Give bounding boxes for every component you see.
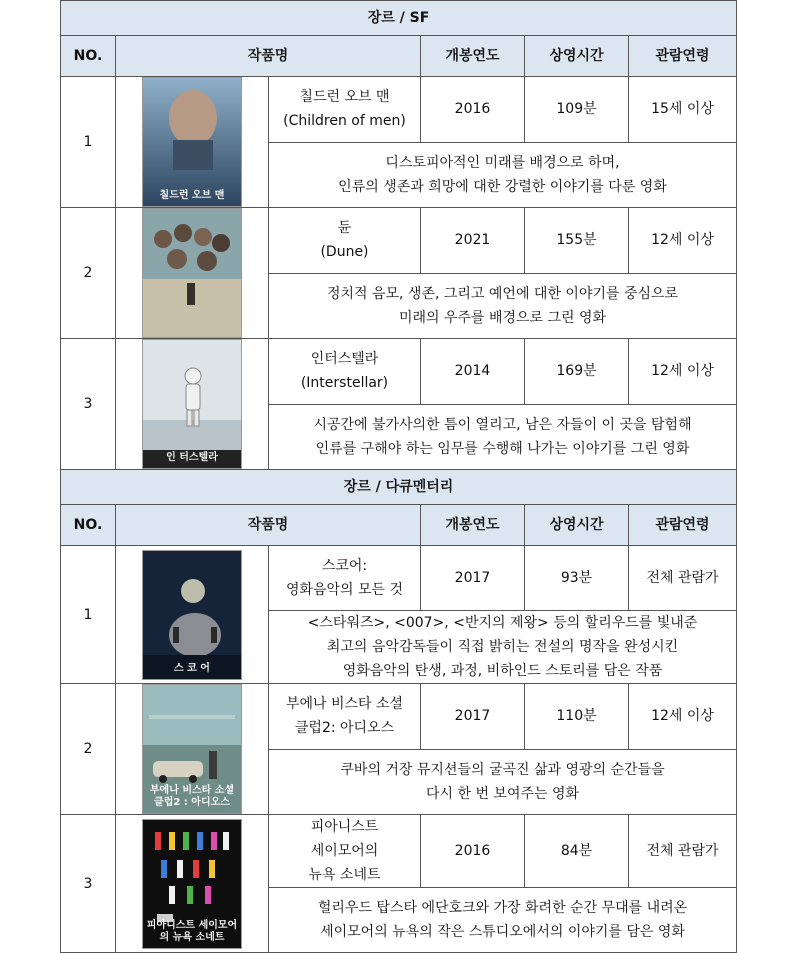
col-header-title: 작품명: [116, 36, 421, 77]
film-title-line: (Children of men): [283, 113, 406, 130]
film-description-line: <스타워즈>, <007>, <반지의 제왕> 등의 할리우드를 빛내준: [307, 615, 698, 631]
film-age-rating: 전체 관람가: [629, 815, 737, 888]
col-header-no: NO.: [61, 505, 116, 546]
genre-title: 장르 / SF: [61, 1, 737, 36]
film-title-line: (Interstellar): [300, 375, 389, 392]
poster-caption: 스 코 어: [174, 662, 210, 674]
genre-title: 장르 / 다큐멘터리: [61, 470, 737, 505]
film-poster-cell: [116, 684, 269, 815]
film-title-line: 뉴욕 소네트: [308, 867, 381, 883]
col-header-runtime: 상영시간: [525, 36, 629, 77]
film-row: [61, 77, 737, 143]
film-title-line: 클럽2: 아디오스: [294, 720, 395, 737]
film-title-line: (Dune): [320, 244, 369, 261]
film-age-rating: 12세 이상: [629, 339, 737, 405]
film-title: [269, 77, 421, 143]
film-title-line: 세이모어의: [310, 843, 379, 859]
film-row: [61, 684, 737, 750]
film-title-line: 영화음악의 모든 것: [285, 582, 404, 598]
film-title-line: 인터스텔라: [310, 351, 379, 368]
film-number: 1: [61, 77, 116, 208]
film-title-line: 칠드런 오브 맨: [299, 89, 390, 106]
film-age-rating: 15세 이상: [629, 77, 737, 143]
col-header-year: 개봉연도: [421, 36, 525, 77]
genre-header-row: [61, 1, 737, 36]
film-poster-cell: [116, 339, 269, 470]
film-title-line: 스코어:: [321, 558, 368, 574]
film-description-line: 인류를 구해야 하는 임무를 수행해 나가는 이야기를 그린 영화: [315, 440, 690, 457]
film-description-line: 다시 한 번 보여주는 영화: [425, 785, 580, 802]
film-poster-cell: [116, 208, 269, 339]
film-title: [269, 208, 421, 274]
film-title-line: 부에나 비스타 소셜: [285, 696, 404, 713]
film-year: 2016: [421, 815, 525, 888]
poster-caption: 부에나 비스타 소셜 클럽2 : 아디오스: [149, 785, 235, 808]
col-header-runtime: 상영시간: [525, 505, 629, 546]
film-runtime: 109분: [525, 77, 629, 143]
film-description-line: 디스토피아적인 미래를 배경으로 하며,: [385, 154, 620, 171]
film-description: [269, 142, 737, 208]
poster-buena-vista-icon: [142, 684, 242, 814]
film-title-line: 피아니스트: [310, 819, 379, 835]
film-age-rating: 12세 이상: [629, 684, 737, 750]
film-number: 3: [61, 815, 116, 953]
film-description-line: 정치적 음모, 생존, 그리고 예언에 대한 이야기를 중심으로: [326, 285, 679, 302]
film-runtime: 169분: [525, 339, 629, 405]
column-header-row: [61, 36, 737, 77]
film-description: [269, 273, 737, 339]
film-poster-cell: [116, 546, 269, 684]
col-header-no: NO.: [61, 36, 116, 77]
film-description-line: 시공간에 불가사의한 틈이 열리고, 남은 자들이 이 곳을 탐험해: [313, 416, 692, 433]
film-runtime: 110분: [525, 684, 629, 750]
poster-interstellar-icon: [142, 339, 242, 469]
film-table-body: [61, 1, 737, 953]
film-row: [61, 815, 737, 888]
poster-caption: 피아니스트 세이모어의 뉴욕 소네트: [146, 919, 238, 943]
film-year: 2017: [421, 684, 525, 750]
film-table: [60, 0, 737, 953]
film-description: [269, 749, 737, 815]
genre-header-row: [61, 470, 737, 505]
poster-dune-icon: [142, 208, 242, 338]
poster-children-of-men-icon: [142, 77, 242, 207]
film-title: [269, 546, 421, 611]
film-row: [61, 546, 737, 611]
film-title: [269, 815, 421, 888]
film-runtime: 93분: [525, 546, 629, 611]
film-number: 2: [61, 684, 116, 815]
film-description: [269, 611, 737, 684]
column-header-row: [61, 505, 737, 546]
col-header-age: 관람연령: [629, 505, 737, 546]
film-description-line: 쿠바의 거장 뮤지션들의 굴곡진 삶과 영광의 순간들을: [340, 761, 665, 778]
film-title: [269, 339, 421, 405]
film-row: [61, 339, 737, 405]
film-number: 2: [61, 208, 116, 339]
col-header-age: 관람연령: [629, 36, 737, 77]
film-row: [61, 208, 737, 274]
film-year: 2016: [421, 77, 525, 143]
film-age-rating: 12세 이상: [629, 208, 737, 274]
film-description-line: 미래의 우주를 배경으로 그린 영화: [398, 309, 607, 326]
poster-caption: 인 터스텔라: [166, 452, 218, 463]
col-header-title: 작품명: [116, 505, 421, 546]
film-poster-cell: [116, 77, 269, 208]
film-description-line: 인류의 생존과 희망에 대한 강렬한 이야기를 다룬 영화: [338, 178, 667, 195]
film-description-line: 최고의 음악감독들이 직접 밝히는 전설의 명작을 완성시킨: [326, 639, 679, 655]
film-year: 2021: [421, 208, 525, 274]
poster-seymour-icon: [142, 819, 242, 949]
film-description-line: 헐리우드 탑스타 에단호크와 가장 화려한 순간 무대를 내려온: [317, 900, 688, 916]
film-runtime: 84분: [525, 815, 629, 888]
film-number: 3: [61, 339, 116, 470]
col-header-year: 개봉연도: [421, 505, 525, 546]
film-description-line: 영화음악의 탄생, 과정, 비하인드 스토리를 담은 작품: [342, 663, 663, 679]
film-poster-cell: [116, 815, 269, 953]
film-year: 2017: [421, 546, 525, 611]
film-number: 1: [61, 546, 116, 684]
film-age-rating: 전체 관람가: [629, 546, 737, 611]
film-description: [269, 888, 737, 953]
film-runtime: 155분: [525, 208, 629, 274]
poster-score-icon: [142, 550, 242, 680]
film-description: [269, 404, 737, 470]
film-description-line: 세이모어의 뉴욕의 작은 스튜디오에서의 이야기를 담은 영화: [320, 924, 685, 940]
film-title-line: 듄: [337, 220, 352, 237]
film-title: [269, 684, 421, 750]
film-year: 2014: [421, 339, 525, 405]
poster-caption: 칠드런 오브 맨: [159, 190, 225, 201]
